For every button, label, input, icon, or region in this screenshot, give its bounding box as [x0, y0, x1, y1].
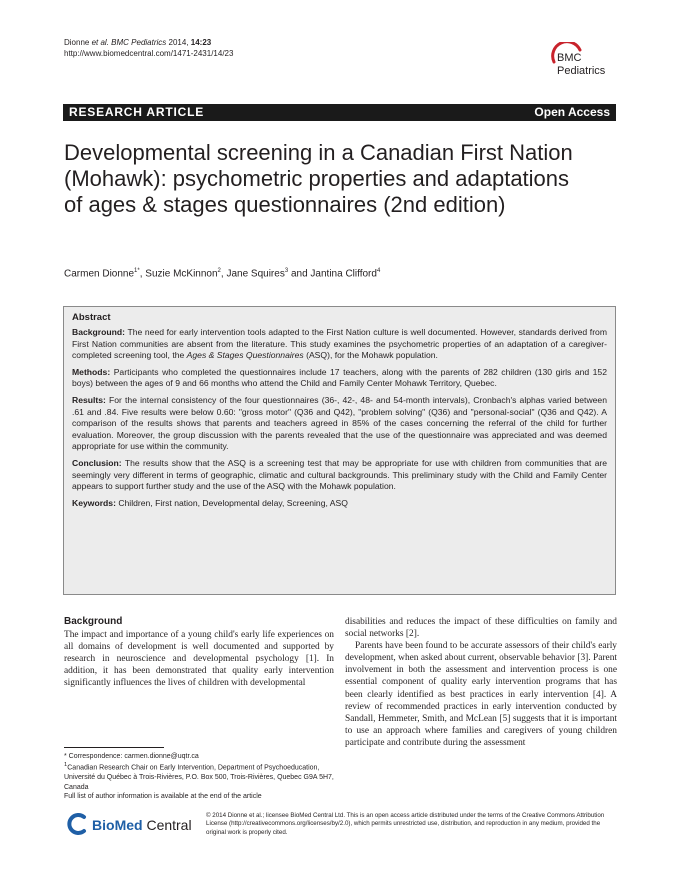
body-right-column [345, 616, 617, 749]
body-paragraph: The impact and importance of a young child's early life experiences on all domains of development is well documented and supported by research in neuroscience and developmental psychology [1]. In addition, it has been demonstrated that quality early intervention significantly influences the lives of children with developmental [64, 630, 334, 689]
abstract-results [72, 395, 607, 453]
abstract-keywords-label: Keywords: [72, 497, 116, 508]
footnote-divider [64, 747, 164, 748]
biomed-c-icon [64, 812, 90, 836]
abstract-background [72, 327, 607, 362]
abstract-methods-text: Participants who completed the questionnaires include 17 teachers, along with the parents of 282 children (130 girls and 152 boys) between the ages of 9 and 66 months who attend the Child and Family Center Mohawk Territory, Quebec. [72, 366, 607, 389]
author-name[interactable]: Carmen Dionne [64, 268, 135, 280]
logo-bmc-text: BMC [557, 52, 582, 64]
author-list [64, 268, 380, 279]
affiliation-text: Canadian Research Chair on Early Intervention, Department of Psychoeducation, Université du Québec à Trois-Rivières, P.O. Box 500, Trois-Rivières, Quebec G9A 5H7, Canada [64, 764, 334, 791]
author-name[interactable]: Jantina Clifford [310, 268, 377, 280]
abstract-background-italic: Ages & Stages Questionnaires [186, 350, 304, 361]
author-name[interactable]: Suzie McKinnon [145, 268, 218, 280]
license-text: © 2014 Dionne et al.; licensee BioMed Central Ltd. This is an open access article distributed under the terms of the Creative Commons Attribution License (http://creativecommons.org/licenses/by/2.0), which permits unrestricted use, distribution, and reproduction in any medium, provided the original work is properly cited. [206, 812, 605, 836]
body-paragraph: Parents have been found to be accurate assessors of their child's early development, when asked about current, observable behavior [3]. Parent involvement in both the assessment and intervention process is one essential component of quality early intervention programs that has been clearly identified as best practices in early intervention [4]. A review of recommended practices in early intervention conducted by Sandall, Hemmeter, Smith, and McLean [5] suggests that it is important to use an approach where families and caregivers of young children participate and contribute during the assessment [345, 641, 617, 748]
abstract-keywords [72, 498, 607, 510]
abstract-box [63, 306, 616, 595]
abstract-conclusion-label: Conclusion: [72, 457, 122, 468]
article-title: Developmental screening in a Canadian First Nation (Mohawk): psychometric properties and adaptations of ages & stages questionnaires (2nd edition) [64, 140, 573, 217]
article-type-label: RESEARCH ARTICLE [69, 105, 205, 119]
abstract-keywords-text: Children, First nation, Developmental delay, Screening, ASQ [115, 497, 348, 508]
abstract-heading: Abstract [72, 312, 111, 323]
abstract-methods [72, 367, 607, 390]
citation-authors: Dionne [64, 38, 90, 47]
correspondence-note: * Correspondence: carmen.dionne@uqtr.ca [64, 753, 199, 760]
abstract-conclusion [72, 458, 607, 493]
journal-citation [64, 37, 233, 59]
full-author-info-note: Full list of author information is available at the end of the article [64, 792, 262, 800]
author-affiliation-mark: 2 [217, 268, 221, 274]
citation-volume: 14:23 [190, 38, 212, 47]
author-name[interactable]: Jane Squires [226, 268, 285, 280]
author-separator: and [288, 268, 311, 280]
section-heading-background: Background [64, 616, 123, 627]
citation-journal: BMC Pediatrics [108, 38, 167, 47]
body-left-column [64, 616, 334, 689]
citation-year: 2014, [166, 38, 191, 47]
abstract-background-text-end: (ASQ), for the Mohawk population. [303, 350, 438, 361]
citation-etal: et al. [89, 38, 109, 47]
abstract-methods-label: Methods: [72, 366, 111, 377]
bmc-pediatrics-logo [546, 42, 618, 82]
wordmark-bio: Bio [92, 817, 115, 833]
body-paragraph: disabilities and reduces the impact of these difficulties on family and social networks [2]. [345, 617, 617, 640]
author-affiliation-mark: 3 [284, 268, 289, 274]
wordmark-med: Med [114, 817, 143, 833]
affiliation-note [64, 761, 334, 792]
footnotes [64, 752, 334, 801]
biomed-central-wordmark [92, 817, 192, 833]
logo-pediatrics-text: Pediatrics [557, 65, 606, 77]
article-type-banner [63, 104, 616, 121]
open-access-label: Open Access [534, 105, 610, 119]
author-separator: , [220, 268, 227, 280]
wordmark-central: Central [142, 817, 192, 833]
abstract-background-label: Background: [72, 327, 125, 337]
author-separator: , [139, 268, 146, 280]
affiliation-mark: 1 [64, 762, 68, 769]
abstract-results-label: Results: [72, 394, 106, 405]
article-url[interactable]: http://www.biomedcentral.com/1471-2431/14/23 [64, 49, 234, 58]
author-affiliation-mark: 4 [376, 268, 381, 274]
abstract-background-text: The need for early intervention tools adapted to the First Nation culture is well documented. However, standards derived from First Nation communities are absent from the literature. This study examines the psychometric properties of an adaptation of a caregiver-completed screening tool, the [72, 327, 607, 361]
abstract-results-text: For the internal consistency of the four questionnaires (36-, 42-, 48- and 54-month intervals), Cronbach's alphas varied between .61 and .84. Five results were below 0.60: "gross motor" (Q36 and Q42), "problem solving" (Q36) and "personal-social" (Q36 and Q42). A comparison of the results shows that parents and teachers agreed in 85% of the cases concerning the referral of the child for further evaluation. Moreover, the group discussion with the parents revealed that the use of the questionnaire was appreciated and was deemed appropriate for use within the community. [72, 394, 607, 452]
abstract-conclusion-text: The results show that the ASQ is a screening test that may be appropriate for use with children from communities that are seemingly very different in terms of geographic, climatic and cultural backgrounds. This preliminary study with the Child and Family Center appears to support further study and the use of the ASQ with the Mohawk population. [72, 457, 607, 492]
author-affiliation-mark: 1* [134, 268, 140, 274]
